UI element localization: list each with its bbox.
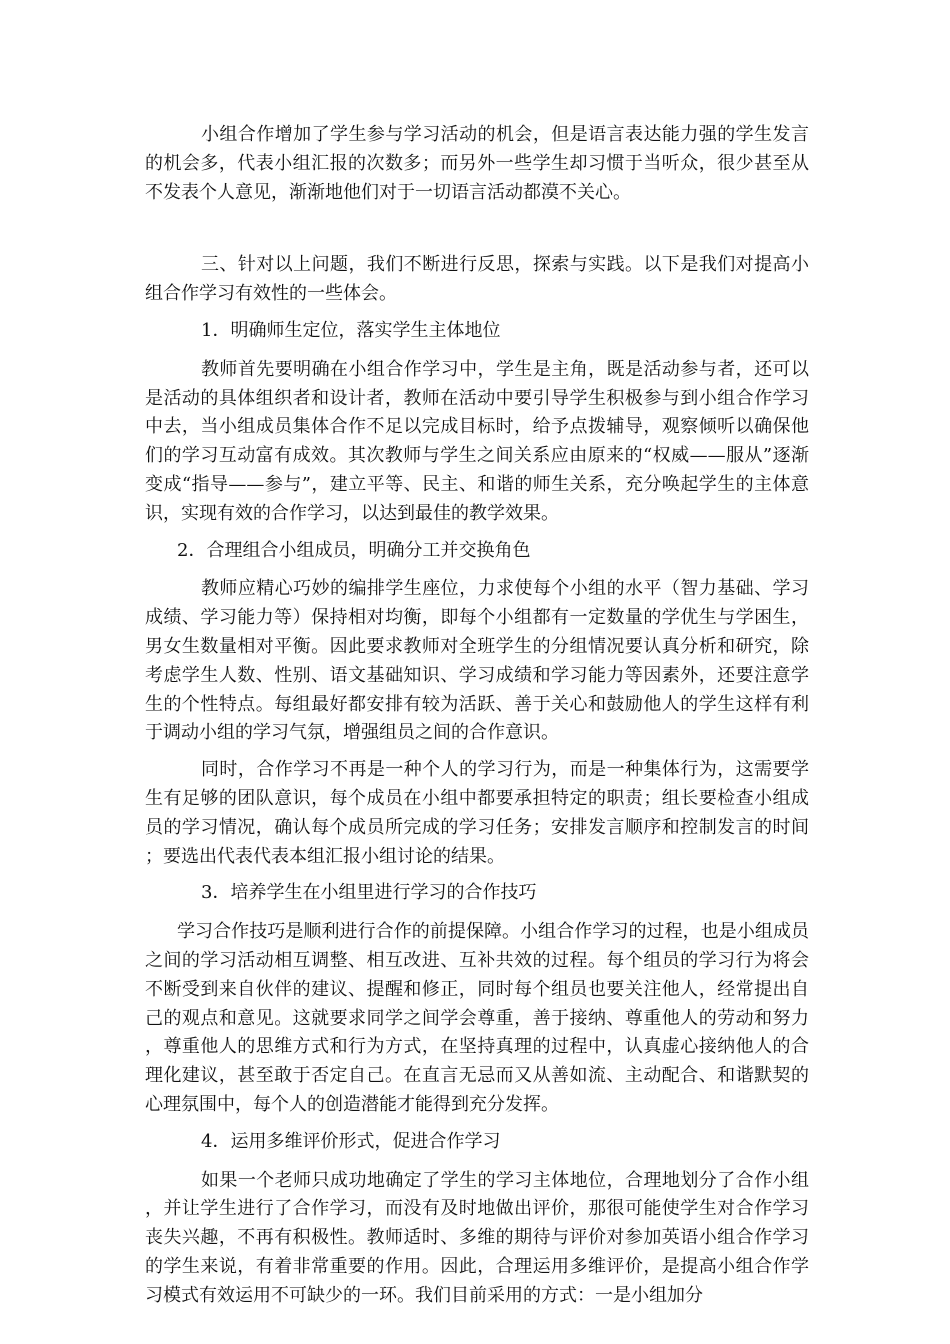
heading-teacher-student-positioning: 1．明确师生定位，落实学生主体地位 [201, 319, 501, 341]
paragraph-section-three-intro: 三、针对以上问题，我们不断进行反思，探索与实践。以下是我们对提高小组合作学习有效性的一些体会。 [145, 254, 809, 305]
paragraph-cooperation-skills: 学习合作技巧是顺利进行合作的前提保障。小组合作学习的过程，也是小组成员之间的学习活动相互调整、相互改进、互补共效的过程。每个组员的学习行为将会不断受到来自伙伴的建议、提醒和修正，同时每个组员也要关注他人，经常提出自己的观点和意见。这就要求同学之间学会尊重，善于接纳、尊重他人的劳动和努力，尊重他人的思维方式和行为方式，在坚持真理的过程中，认真虚心接纳他人的合理化建议，甚至敢于否定自己。在直言无忌而又从善如流、主动配合、和谐默契的心理氛围中，每个人的创造潜能才能得到充分发挥。 [145, 921, 809, 1115]
document-body [145, 121, 809, 1310]
paragraph-group-participation: 小组合作增加了学生参与学习活动的机会，但是语言表达能力强的学生发言的机会多，代表小组汇报的次数多；而另外一些学生却习惯于当听众，很少甚至从不发表个人意见，渐渐地他们对于一切语言活动都漠不关心。 [145, 124, 809, 203]
heading-multidimensional-evaluation: 4．运用多维评价形式，促进合作学习 [201, 1130, 501, 1152]
paragraph-teacher-role: 教师首先要明确在小组合作学习中，学生是主角，既是活动参与者，还可以是活动的具体组织者和设计者，教师在活动中要引导学生积极参与到小组合作学习中去，当小组成员集体合作不足以完成目标时，给予点拨辅导，观察倾听以确保他们的学习互动富有成效。其次教师与学生之间关系应由原来的“权威——服从”逐渐变成“指导——参与”，建立平等、民主、和谐的师生关系，充分唤起学生的主体意识，实现有效的合作学习，以达到最佳的教学效果。 [145, 358, 809, 524]
paragraph-seating-arrangement: 教师应精心巧妙的编排学生座位，力求使每个小组的水平（智力基础、学习成绩、学习能力等）保持相对均衡，即每个小组都有一定数量的学优生与学困生，男女生数量相对平衡。因此要求教师对全班学生的分组情况要认真分析和研究，除考虑学生人数、性别、语文基础知识、学习成绩和学习能力等因素外，还要注意学生的个性特点。每组最好都安排有较为活跃、善于关心和鼓励他人的学生这样有利于调动小组的学习气氛，增强组员之间的合作意识。 [145, 578, 809, 744]
heading-cooperation-skills: 3．培养学生在小组里进行学习的合作技巧 [201, 882, 537, 904]
paragraph-evaluation: 如果一个老师只成功地确定了学生的学习主体地位，合理地划分了合作小组，并让学生进行了合作学习，而没有及时地做出评价，那很可能使学生对合作学习丧失兴趣，不再有积极性。教师适时、多维的期待与评价对参加英语小组合作学习的学生来说，有着非常重要的作用。因此，合理运用多维评价，是提高小组合作学习模式有效运用不可缺少的一环。我们目前采用的方式：一是小组加分 [145, 1169, 809, 1306]
paragraph-team-awareness: 同时，合作学习不再是一种个人的学习行为，而是一种集体行为，这需要学生有足够的团队意识，每个成员在小组中都要承担特定的职责；组长要检查小组成员的学习情况，确认每个成员所完成的学习任务；安排发言顺序和控制发言的时间；要选出代表代表本组汇报小组讨论的结果。 [145, 759, 809, 867]
heading-group-composition: 2．合理组合小组成员，明确分工并交换角色 [177, 539, 531, 561]
